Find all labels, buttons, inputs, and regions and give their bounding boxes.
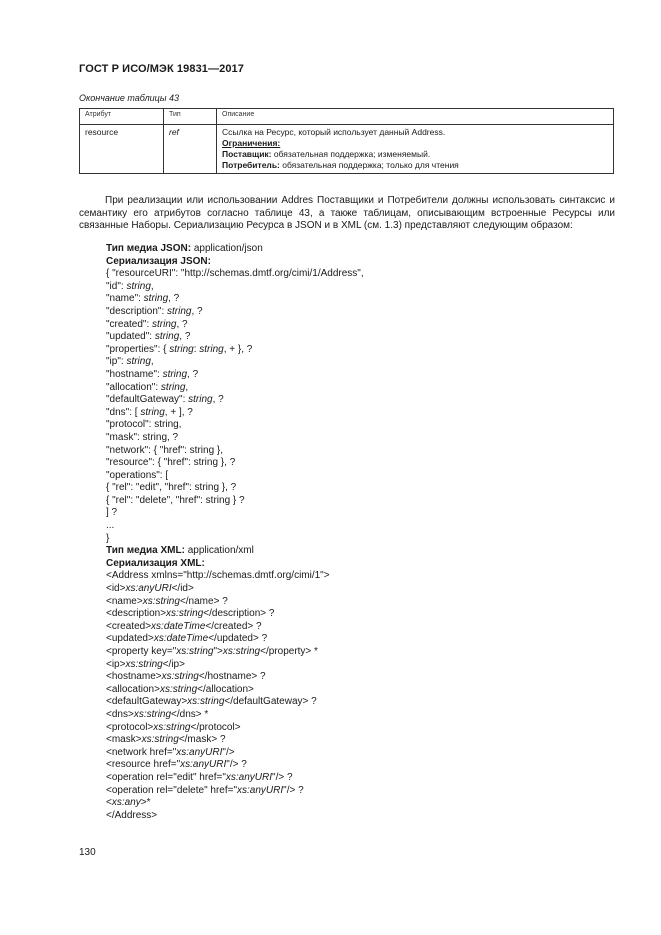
code-segment: "hostname": xyxy=(106,368,163,380)
code-line xyxy=(106,747,364,760)
code-segment: xs:string xyxy=(142,595,180,607)
code-segment: xs:anyURI xyxy=(180,759,227,771)
code-segment: </created> ? xyxy=(205,620,262,632)
code-line xyxy=(106,432,364,445)
table-caption: Окончание таблицы 43 xyxy=(79,93,179,103)
code-line xyxy=(106,671,364,684)
table-header-row xyxy=(80,109,614,125)
code-segment: xs:anyURI xyxy=(225,771,273,783)
code-segment: string xyxy=(188,394,213,406)
code-line xyxy=(106,785,364,798)
code-segment: Тип медиа JSON: xyxy=(106,243,192,254)
code-line xyxy=(106,633,364,646)
code-line xyxy=(106,810,364,823)
code-segment: </description> ? xyxy=(203,608,275,620)
code-line xyxy=(106,709,364,722)
code-segment: , + }, ? xyxy=(223,343,253,355)
code-segment: xs:string xyxy=(176,646,214,657)
code-line xyxy=(106,256,364,269)
code-segment: "operations": [ xyxy=(106,469,169,481)
code-segment: { "resourceURI": "http://schemas.dmtf.org/cimi/1/Address", xyxy=(106,268,364,280)
provider-label: Поставщик: xyxy=(222,149,272,159)
code-line xyxy=(106,696,364,709)
code-segment: application/xml xyxy=(184,545,254,557)
code-segment: <ip> xyxy=(106,658,126,670)
code-segment: "allocation": xyxy=(106,381,161,393)
code-line xyxy=(106,545,364,558)
body-paragraph xyxy=(79,195,615,233)
code-segment: </Address> xyxy=(106,809,158,821)
code-segment: "/> ? xyxy=(272,771,293,783)
code-line xyxy=(106,507,364,520)
code-segment: <description> xyxy=(106,608,167,620)
code-segment: "mask": string, ? xyxy=(106,431,179,443)
code-segment: string xyxy=(126,280,151,292)
code-segment: xs:string xyxy=(166,608,204,620)
code-segment: application/json xyxy=(191,243,263,254)
code-segment: } xyxy=(106,532,110,544)
code-segment: , ? xyxy=(168,293,180,305)
code-segment: "/> ? xyxy=(283,784,304,796)
code-line xyxy=(106,407,364,420)
code-segment: </ip> xyxy=(162,658,185,670)
code-line xyxy=(106,268,364,281)
code-segment: xs:string xyxy=(222,646,261,657)
code-segment: string xyxy=(126,356,151,368)
code-segment: Сериализация XML: xyxy=(106,557,205,569)
code-line xyxy=(106,772,364,785)
code-segment: xs:any xyxy=(111,797,141,809)
cell-type: ref xyxy=(164,125,217,174)
code-segment: <operation rel="delete" href=" xyxy=(106,784,238,796)
paragraph-text: При реализации или использовании Addres Поставщики и Потребители должны использовать синтаксис и семантику его атрибутов согласно таблице 43, а также таблицам, описывающим встроенные Ресурсы или связанные Наборы. Сериализацию Ресурса в JSON и в XML (см. 1.3) представляют следующим образом: xyxy=(79,195,615,232)
code-line xyxy=(106,382,364,395)
column-header-attribute: Атрибут xyxy=(80,109,164,125)
column-header-description: Описание xyxy=(217,109,614,125)
code-line xyxy=(106,419,364,432)
code-segment: <created> xyxy=(106,620,152,632)
code-segment: string xyxy=(199,343,224,355)
code-segment: string xyxy=(152,318,177,330)
code-segment: xs:string xyxy=(187,696,225,708)
code-line xyxy=(106,659,364,672)
code-segment: <updated> xyxy=(106,633,154,645)
code-segment: </mask> ? xyxy=(178,734,226,746)
code-segment: "description": xyxy=(106,305,168,317)
code-line xyxy=(106,495,364,508)
code-line xyxy=(106,319,364,332)
code-line xyxy=(106,457,364,470)
code-line xyxy=(106,596,364,609)
constraints-label: Ограничения: xyxy=(222,138,281,148)
cell-attribute: resource xyxy=(80,125,164,174)
code-segment: xs:string xyxy=(159,683,198,695)
code-segment: , xyxy=(185,381,189,393)
code-line xyxy=(106,356,364,369)
cell-description xyxy=(217,125,614,174)
code-segment: "resource": { "href": string }, ? xyxy=(106,457,236,469)
code-segment: , xyxy=(150,356,154,368)
code-line xyxy=(106,243,364,256)
code-segment: "properties": { xyxy=(106,343,170,355)
code-segment: Тип медиа XML: xyxy=(106,545,185,557)
code-segment: "/> xyxy=(222,746,235,758)
document-header: ГОСТ Р ИСО/МЭК 19831—2017 xyxy=(79,63,244,75)
code-segment: , ? xyxy=(212,394,224,406)
column-header-type: Тип xyxy=(164,109,217,125)
code-segment: </updated> ? xyxy=(208,633,268,645)
provider-text: обязательная поддержка; изменяемый. xyxy=(271,149,431,159)
code-segment: Сериализация JSON: xyxy=(106,255,211,267)
code-segment: </property> * xyxy=(260,646,318,657)
code-line xyxy=(106,281,364,294)
code-line xyxy=(106,583,364,596)
code-line xyxy=(106,520,364,533)
code-segment: ] ? xyxy=(106,507,118,519)
code-segment: string xyxy=(160,381,186,393)
code-segment: xs:dateTime xyxy=(153,633,209,645)
code-segment: "created": xyxy=(106,318,153,330)
code-line xyxy=(106,734,364,747)
code-segment: , xyxy=(150,280,154,292)
code-segment: "updated": xyxy=(106,331,155,343)
code-segment: "defaultGateway": xyxy=(106,394,189,406)
code-line xyxy=(106,369,364,382)
code-segment: ... xyxy=(106,520,115,532)
code-segment: xs:anyURI xyxy=(237,784,284,796)
code-line xyxy=(106,558,364,571)
code-segment: xs:string xyxy=(153,721,191,733)
code-line xyxy=(106,445,364,458)
code-segment: xs:string xyxy=(141,734,179,746)
code-segment: </id> xyxy=(171,583,194,595)
code-segment: , ? xyxy=(191,305,203,317)
code-segment: string xyxy=(169,343,194,355)
consumer-label: Потребитель: xyxy=(222,160,280,170)
code-segment: < xyxy=(106,797,112,809)
description-text: Ссылка на Ресурс, который использует данный Address. xyxy=(222,127,446,137)
code-line xyxy=(106,621,364,634)
code-line xyxy=(106,684,364,697)
code-line xyxy=(106,646,364,659)
code-segment: xs:anyURI xyxy=(176,746,223,758)
code-segment: <defaultGateway> xyxy=(106,696,188,708)
code-line xyxy=(106,306,364,319)
code-segment: >* xyxy=(140,797,151,809)
code-segment: <network href=" xyxy=(106,746,177,758)
code-segment: "> xyxy=(213,646,223,657)
code-line xyxy=(106,470,364,483)
code-segment: </protocol> xyxy=(190,721,241,733)
code-line xyxy=(106,482,364,495)
code-segment: <id> xyxy=(106,583,126,595)
code-segment: <operation rel="edit" href=" xyxy=(106,771,226,783)
code-segment: xs:string xyxy=(133,708,172,720)
code-segment: { "rel": "edit", "href": string }, ? xyxy=(106,482,237,494)
code-segment: : xyxy=(193,343,200,355)
code-segment: <resource href=" xyxy=(106,759,181,771)
serialization-listing xyxy=(106,243,364,822)
code-segment: </name> ? xyxy=(179,595,228,607)
code-segment: </allocation> xyxy=(197,683,254,695)
code-segment: "dns": [ xyxy=(106,406,141,418)
code-segment: "id": xyxy=(106,280,127,292)
code-segment: </hostname> ? xyxy=(198,671,266,683)
code-segment: , + ], ? xyxy=(164,406,193,418)
code-segment: <allocation> xyxy=(106,683,160,695)
code-segment: <hostname> xyxy=(106,671,162,683)
code-segment: <mask> xyxy=(106,734,142,746)
code-segment: string xyxy=(154,331,180,343)
code-segment: , ? xyxy=(176,318,188,330)
code-segment: "ip": xyxy=(106,356,127,368)
code-line xyxy=(106,533,364,546)
consumer-text: обязательная поддержка; только для чтения xyxy=(279,160,459,170)
code-line xyxy=(106,394,364,407)
code-segment: <protocol> xyxy=(106,721,154,733)
code-segment: </dns> * xyxy=(171,708,209,720)
code-segment: <property key=" xyxy=(106,646,177,657)
table-row xyxy=(80,125,614,174)
page-number: 130 xyxy=(79,847,96,858)
code-segment: "network": { "href": string }, xyxy=(106,444,224,456)
code-segment: "name": xyxy=(106,293,144,305)
code-line xyxy=(106,608,364,621)
code-segment: string xyxy=(162,368,188,380)
code-line xyxy=(106,722,364,735)
code-segment: , ? xyxy=(179,331,191,343)
code-segment: string xyxy=(140,406,165,418)
code-segment: </defaultGateway> ? xyxy=(224,696,317,708)
code-segment: string xyxy=(143,293,169,305)
code-segment: xs:dateTime xyxy=(151,620,206,632)
code-segment: { "rel": "delete", "href": string } ? xyxy=(106,494,245,506)
code-segment: <Address xmlns="http://schemas.dmtf.org/cimi/1"> xyxy=(106,570,330,582)
code-line xyxy=(106,797,364,810)
code-line xyxy=(106,293,364,306)
attributes-table xyxy=(79,108,614,174)
code-segment: xs:string xyxy=(161,671,199,683)
code-line xyxy=(106,570,364,583)
code-segment: <dns> xyxy=(106,708,134,720)
code-segment: string xyxy=(167,305,192,317)
code-line xyxy=(106,344,364,357)
code-segment: xs:string xyxy=(125,658,163,670)
code-line xyxy=(106,331,364,344)
code-segment: xs:anyURI xyxy=(125,583,172,595)
code-segment: , ? xyxy=(187,368,199,380)
code-segment: "/> ? xyxy=(226,759,247,771)
code-segment: <name> xyxy=(106,595,143,607)
code-line xyxy=(106,759,364,772)
code-segment: "protocol": string, xyxy=(106,419,182,431)
